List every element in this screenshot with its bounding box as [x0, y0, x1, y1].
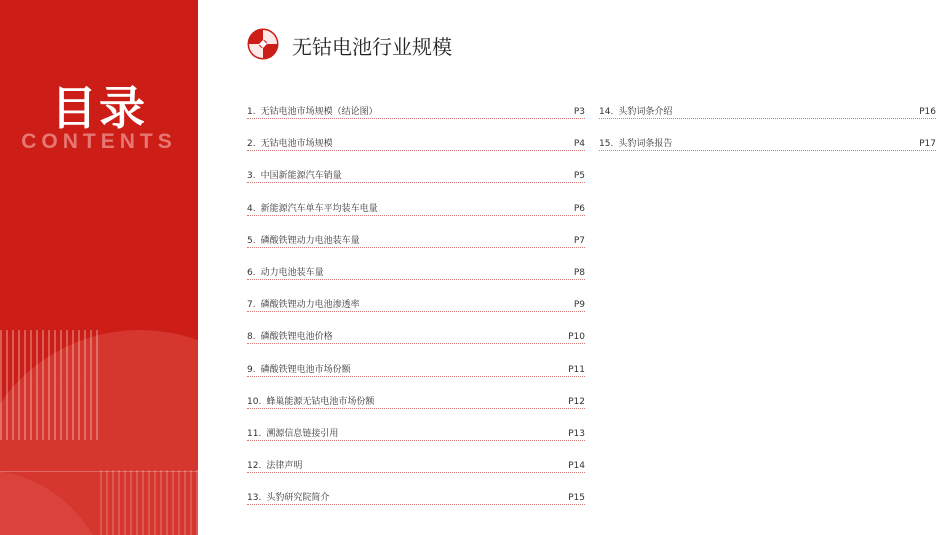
toc-label [247, 332, 333, 342]
toc-title: 磷酸铁锂动力电池装车量 [260, 235, 360, 246]
toc-page-number: P12 [568, 396, 585, 407]
toc-label [247, 429, 338, 439]
toc-number: 4. [247, 203, 256, 214]
toc-title: 中国新能源汽车销量 [260, 171, 342, 182]
toc-leader-line [247, 490, 585, 505]
toc-leader-line [247, 458, 585, 473]
toc-title: 法律声明 [266, 461, 303, 472]
sidebar-subtitle: CONTENTS [21, 130, 177, 153]
toc-label [247, 268, 324, 278]
toc-title: 磷酸铁锂电池市场份额 [260, 364, 351, 375]
toc-entry[interactable] [599, 136, 936, 168]
toc-page-number: P4 [573, 139, 585, 150]
toc-entry[interactable] [247, 136, 585, 168]
toc-number: 15. [599, 139, 614, 150]
toc-title: 磷酸铁锂动力电池渗透率 [260, 300, 360, 311]
toc-page-number: P6 [573, 203, 585, 214]
toc-entry[interactable] [599, 104, 936, 136]
toc-leader-line [599, 136, 936, 151]
toc-label [247, 397, 374, 407]
toc-title: 无钴电池市场规模 [260, 139, 333, 150]
toc-leader-line [247, 297, 585, 312]
toc-leader-line [247, 201, 585, 216]
toc-entry[interactable] [247, 362, 585, 394]
toc-leader-line [247, 168, 585, 183]
toc-entry[interactable] [247, 104, 585, 136]
toc-label [247, 171, 342, 181]
toc-number: 3. [247, 171, 256, 182]
toc-entry[interactable] [247, 168, 585, 200]
toc-number: 12. [247, 461, 262, 472]
toc-label [247, 493, 329, 503]
toc-leader-line [247, 233, 585, 248]
decorative-divider [0, 471, 198, 472]
toc-page-number: P8 [573, 267, 585, 278]
toc-number: 1. [247, 107, 256, 117]
toc-entry[interactable] [247, 329, 585, 361]
toc-label [599, 107, 672, 117]
brand-logo-icon [247, 28, 279, 60]
toc-leader-line [247, 329, 585, 344]
toc-page-number: P14 [568, 461, 585, 472]
toc-page-number: P15 [568, 493, 585, 504]
toc-number: 9. [247, 364, 256, 375]
toc-entry[interactable] [247, 490, 585, 522]
toc-number: 13. [247, 493, 262, 504]
toc-label [247, 365, 351, 375]
toc-entry[interactable] [247, 426, 585, 458]
toc-leader-line [247, 426, 585, 441]
decorative-stripes [0, 330, 100, 440]
toc-entry[interactable] [247, 394, 585, 426]
toc-number: 6. [247, 267, 256, 278]
toc-leader-line [247, 362, 585, 377]
toc-page-number: P9 [573, 300, 585, 311]
toc-leader-line [247, 104, 585, 119]
toc-page-number: P13 [568, 428, 585, 439]
toc-label [247, 300, 360, 310]
toc-page-number: P11 [568, 364, 585, 375]
toc-label [247, 236, 360, 246]
toc-number: 11. [247, 428, 262, 439]
toc-entry[interactable] [247, 265, 585, 297]
toc-title: 动力电池装车量 [260, 267, 324, 278]
toc-label [247, 204, 378, 214]
toc-column-right [599, 104, 936, 168]
toc-title: 头豹词条介绍 [618, 107, 673, 117]
toc-entry[interactable] [247, 233, 585, 265]
toc-page-number: P7 [573, 235, 585, 246]
toc-entry[interactable] [247, 201, 585, 233]
toc-title: 新能源汽车单车平均装车电量 [260, 203, 378, 214]
page-title: 无钴电池行业规模 [292, 35, 452, 59]
toc-title: 磷酸铁锂电池价格 [260, 332, 333, 343]
toc-column-left [247, 104, 585, 522]
toc-number: 7. [247, 300, 256, 311]
toc-title: 无钴电池市场规模（结论图） [260, 107, 378, 117]
toc-title: 蜂巢能源无钴电池市场份额 [266, 396, 375, 407]
sidebar-title: 目录 [51, 81, 147, 135]
toc-title: 头豹词条报告 [618, 139, 673, 150]
decorative-stripes-bottom [100, 470, 198, 535]
sidebar-panel [0, 0, 198, 535]
toc-page-number: P10 [568, 332, 585, 343]
toc-leader-line [247, 265, 585, 280]
toc-number: 14. [599, 107, 614, 117]
toc-page-number: P5 [573, 171, 585, 182]
toc-number: 5. [247, 235, 256, 246]
toc-entry[interactable] [247, 297, 585, 329]
toc-leader-line [247, 394, 585, 409]
toc-label [247, 107, 378, 117]
toc-leader-line [247, 136, 585, 151]
toc-entry[interactable] [247, 458, 585, 490]
toc-label [599, 139, 672, 149]
toc-label [247, 139, 333, 149]
toc-title: 头豹研究院简介 [266, 493, 330, 504]
toc-title: 溯源信息链接引用 [266, 428, 339, 439]
toc-number: 2. [247, 139, 256, 150]
toc-page-number: P17 [919, 139, 936, 150]
toc-page-number: P16 [919, 107, 936, 117]
toc-number: 8. [247, 332, 256, 343]
toc-number: 10. [247, 396, 262, 407]
toc-page-number: P3 [573, 107, 585, 117]
toc-label [247, 461, 302, 471]
toc-leader-line [599, 104, 936, 119]
